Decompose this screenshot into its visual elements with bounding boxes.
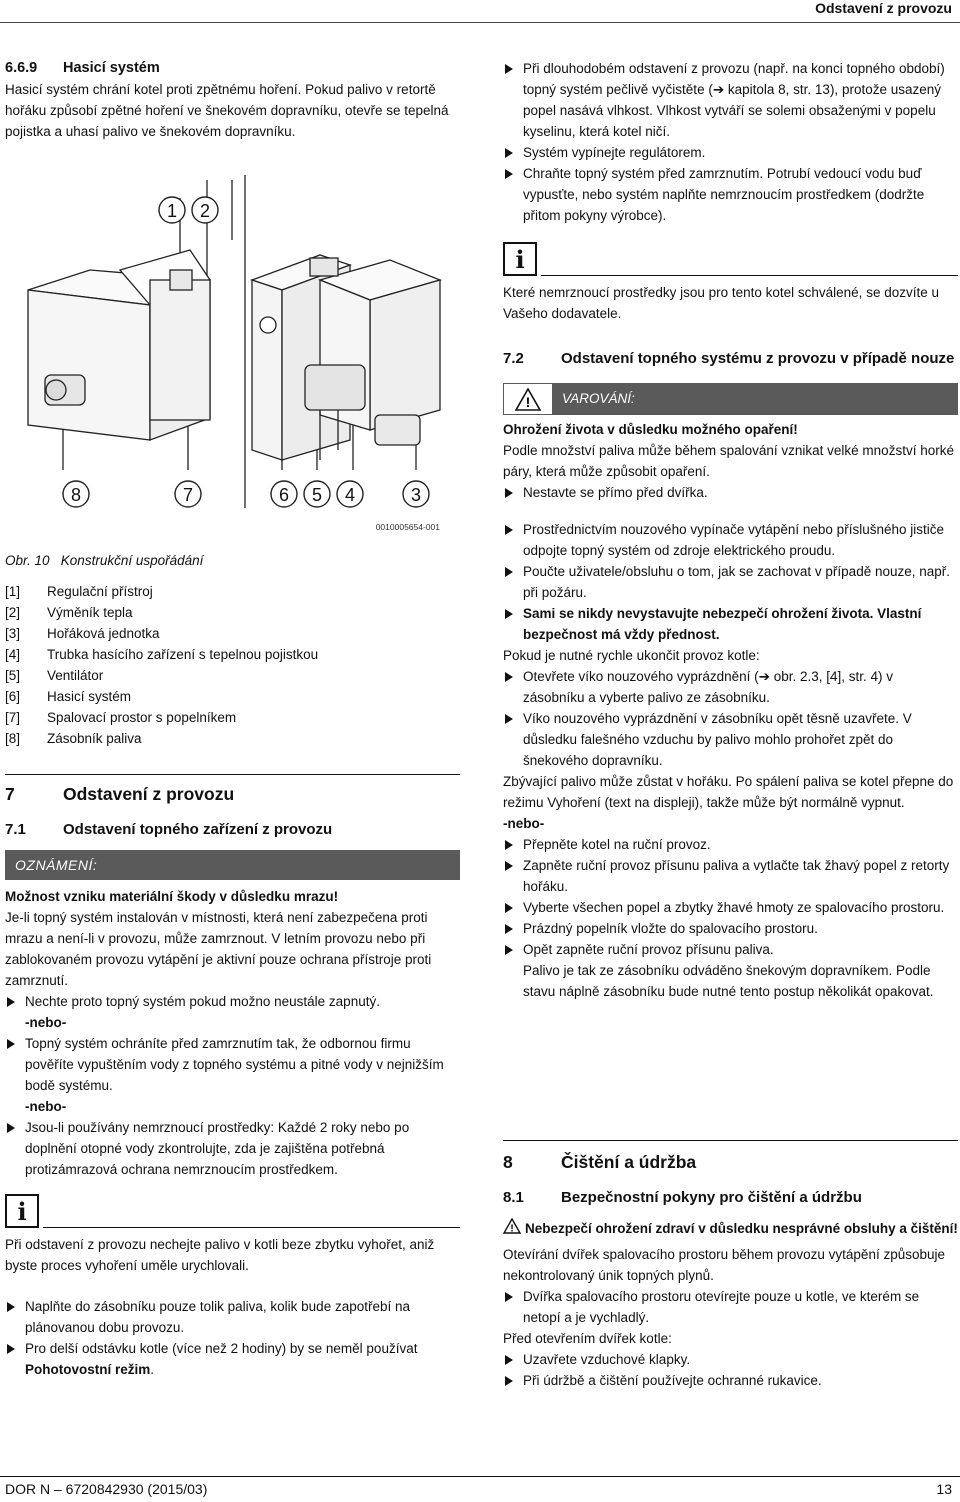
section-rule [5, 774, 460, 775]
callout-4: 4 [344, 485, 356, 505]
legend-item [5, 623, 460, 644]
warning-banner [503, 383, 958, 415]
legend-key: [7] [5, 710, 21, 725]
info-icon: i [503, 242, 537, 276]
notice-banner: OZNÁMENÍ: [5, 850, 460, 880]
bullet-continuation: Palivo je tak ze zásobníku odváděno šnekovým dopravníkem. Podle stavu náplně zásobníku bude nutné tento postup několikát opakovat. [523, 963, 934, 999]
or-separator: -nebo- [25, 1099, 67, 1114]
figure-code: 0010005654-001 [375, 522, 440, 532]
bullet-item: Nechte proto topný systém pokud možno neustále zapnutý. [5, 991, 460, 1012]
heading-number: 8 [503, 1152, 513, 1172]
bullet-item: Otevřete víko nouzového vyprázdnění (➔ obr. 2.3, [4], str. 4) v zásobníku a vyberte palivo ze zásobníku. [503, 666, 958, 708]
heading-8 [503, 1152, 958, 1173]
heading-number: 8.1 [503, 1189, 524, 1206]
callout-5: 5 [311, 485, 323, 505]
heading-number: 7.1 [5, 821, 26, 838]
legend-item [5, 644, 460, 665]
legend-item [5, 728, 460, 749]
paragraph: Před otevřením dvířek kotle: [503, 1331, 672, 1346]
heading-7 [5, 784, 460, 805]
bullet-item [5, 1338, 460, 1380]
paragraph: Pokud je nutné rychle ukončit provoz kotle: [503, 648, 760, 663]
right-column [503, 58, 958, 1002]
heading-title: Hasicí systém [63, 60, 160, 76]
bullet-item: Sami se nikdy nevystavujte nebezpečí ohrožení života. Vlastní bezpečnost má vždy přednost. [503, 603, 958, 645]
legend-value: Výměník tepla [47, 605, 133, 620]
callout-3: 3 [410, 485, 422, 505]
warning-text: Podle množství paliva může během spalování vznikat velké množství horké páry, která může způsobit opaření. [503, 443, 954, 479]
header-rule [0, 22, 960, 23]
info-rule [43, 1227, 460, 1228]
bullet-item: Při údržbě a čištění používejte ochranné rukavice. [503, 1370, 958, 1391]
legend-value: Regulační přístroj [47, 584, 153, 599]
legend-item [5, 686, 460, 707]
legend-value: Zásobník paliva [47, 731, 142, 746]
bullet-item: Chraňte topný systém před zamrznutím. Potrubí vedoucí vodu buď vypusťte, nebo systém naplňte nemrznoucím prostředkem (dodržte přitom pokyny výrobce). [503, 163, 958, 226]
callout-6: 6 [278, 485, 290, 505]
legend-key: [5] [5, 668, 21, 683]
svg-text:!: ! [525, 393, 531, 410]
bullet-item: Zapněte ruční provoz přísunu paliva a vytlačte tak žhavý popel z retorty hořáku. [503, 855, 958, 897]
heading-title: Čištění a údržba [561, 1152, 697, 1172]
legend-item [5, 665, 460, 686]
bullet-item: Dvířka spalovacího prostoru otevírejte pouze u kotle, ve kterém se netopí a je vychladlý. [503, 1286, 958, 1328]
bullet-item: Poučte uživatele/obsluhu o tom, jak se zachovat v případě nouze, např. při požáru. [503, 561, 958, 603]
info-icon: i [5, 1194, 39, 1228]
bullet-item: Prázdný popelník vložte do spalovacího prostoru. [503, 918, 958, 939]
legend-key: [1] [5, 584, 21, 599]
section-8 [503, 1152, 958, 1391]
bullet-item: Jsou-li používány nemrznoucí prostředky: Každé 2 roky nebo po doplnění otopné vody zkontrolujte, zda je zajištěna potřebná protizámrazová ochrana nemrznoucím prostředkem. [5, 1117, 460, 1180]
warning-triangle-icon [503, 1218, 525, 1240]
callout-1: 1 [166, 201, 178, 221]
legend-key: [4] [5, 647, 21, 662]
or-separator: -nebo- [25, 1015, 67, 1030]
bullet-item: Vyberte všechen popel a zbytky žhavé hmoty ze spalovacího prostoru. [503, 897, 958, 918]
bullet-item: Naplňte do zásobníku pouze tolik paliva, kolik bude zapotřebí na plánovanou dobu provozu. [5, 1296, 460, 1338]
bullet-item: Přepněte kotel na ruční provoz. [503, 834, 958, 855]
legend-item [5, 707, 460, 728]
paragraph: Hasicí systém chrání kotel proti zpětnému hoření. Pokud palivo v retortě hořáku způsobí zpětné hoření ve šnekovém dopravníku, otevře se tepelná pojistka a uhasí palivo ve šnekovém dopravníku. [5, 82, 449, 139]
section-6-6-9 [5, 58, 460, 142]
legend-key: [6] [5, 689, 21, 704]
running-header: Odstavení z provozu [815, 0, 952, 16]
heading-number: 6.6.9 [5, 60, 38, 76]
notice-title: Možnost vzniku materiální škody v důsledku mrazu! [5, 889, 339, 904]
page-number: 13 [936, 1481, 952, 1497]
bullet-end: . [150, 1362, 155, 1377]
warning-triangle-icon [504, 384, 552, 414]
heading-number: 7 [5, 784, 15, 804]
info-text: Které nemrznoucí prostředky jsou pro tento kotel schválené, se dozvíte u Vašeho dodavatele. [503, 285, 939, 321]
bullet-item: Nestavte se přímo před dvířka. [503, 482, 958, 503]
svg-text:!: ! [510, 1223, 514, 1234]
heading-8-1 [503, 1187, 958, 1208]
info-box [5, 1192, 460, 1228]
bullet-item: Topný systém ochráníte před zamrznutím tak, že odbornou firmu pověříte vypuštěním vody z topného systému a pitné vody v nejnižším bodě systému. [5, 1033, 460, 1096]
health-warning [503, 1218, 958, 1240]
callout-2: 2 [199, 201, 211, 221]
legend-key: [8] [5, 731, 21, 746]
legend-value: Hasicí systém [47, 689, 132, 704]
bullet-item: Víko nouzového vyprázdnění v zásobníku opět těsně uzavřete. V důsledku falešného vzduchu by palivo mohlo prohořet zpět do šnekového dopravníku. [503, 708, 958, 771]
legend-value: Trubka hasícího zařízení s tepelnou pojistkou [47, 647, 319, 662]
footer-rule [0, 1476, 960, 1477]
caption-text: Konstrukční uspořádání [60, 553, 204, 568]
section-7 [5, 784, 460, 1380]
figure-caption [5, 550, 460, 571]
heading-title: Odstavení topného zařízení z provozu [63, 821, 333, 838]
paragraph: Otevírání dvířek spalovacího prostoru během provozu vytápění způsobuje nekontrolovaný únik topných plynů. [503, 1247, 945, 1283]
standby-mode-term: Pohotovostní režim [25, 1362, 151, 1377]
bullet-item: Systém vypínejte regulátorem. [503, 142, 958, 163]
legend-value: Spalovací prostor s popelníkem [47, 710, 237, 725]
heading-7-1 [5, 819, 460, 840]
document-id: DOR N – 6720842930 (2015/03) [5, 1481, 208, 1497]
legend-value: Ventilátor [47, 668, 104, 683]
bullet-item: Opět zapněte ruční provoz přísunu paliva. [503, 939, 958, 960]
notice-text: Je-li topný systém instalován v místnosti, která není zabezpečena proti mrazu a není-li v provozu, může zamrznout. V letním provozu nebo při zablokovaném provozu vytápění je aktivní pouze ochrana přístroje proti zamrznutí. [5, 910, 432, 988]
heading-title: Odstavení topného systému z provozu v případě nouze [561, 350, 955, 367]
heading-7-2 [503, 348, 958, 369]
heading-title: Odstavení z provozu [63, 784, 235, 804]
legend-item [5, 602, 460, 623]
legend-value: Hořáková jednotka [47, 626, 160, 641]
callout-7: 7 [182, 485, 194, 505]
legend-key: [2] [5, 605, 21, 620]
heading-6-6-9 [5, 58, 460, 79]
bullet-item: Prostřednictvím nouzového vypínače vytápění nebo příslušného jističe odpojte topný systém od zdroje elektrického proudu. [503, 519, 958, 561]
info-text: Při odstavení z provozu nechejte palivo v kotli beze zbytku vyhořet, aniž byste proces vyhoření uměle urychlovali. [5, 1237, 435, 1273]
warning-label: VAROVÁNÍ: [552, 384, 957, 414]
heading-title: Bezpečnostní pokyny pro čištění a údržbu [561, 1189, 862, 1206]
bullet-item: Uzavřete vzduchové klapky. [503, 1349, 958, 1370]
section-rule [503, 1140, 958, 1141]
info-rule [541, 275, 958, 276]
figure-caption-block [5, 550, 460, 749]
info-box [503, 240, 958, 276]
paragraph: Zbývající palivo může zůstat v hořáku. Po spálení paliva se kotel přepne do režimu Vyhoření (text na displeji), takže může být normálně vypnut. [503, 774, 954, 810]
bullet-text: Pro delší odstávku kotle (více než 2 hodiny) by se neměl používat [25, 1341, 418, 1356]
warning-title: Ohrožení života v důsledku možného opaření! [503, 422, 798, 437]
caption-prefix: Obr. 10 [5, 553, 50, 568]
heading-number: 7.2 [503, 350, 524, 367]
callout-8: 8 [70, 485, 82, 505]
legend-key: [3] [5, 626, 21, 641]
warning-title: Nebezpečí ohrožení zdraví v důsledku nesprávné obsluhy a čištění! [525, 1221, 958, 1236]
bullet-item: Při dlouhodobém odstavení z provozu (např. na konci topného období) topný systém pečlivě vyčistěte (➔ kapitola 8, str. 13), protože usazený popel nasává vlhkost. Vlhkost vytváří se solemi obsaženými v popelu kyselinu, která kotel ničí. [503, 58, 958, 142]
or-separator: -nebo- [503, 816, 545, 831]
boiler-figure [20, 170, 450, 540]
legend-item [5, 581, 460, 602]
